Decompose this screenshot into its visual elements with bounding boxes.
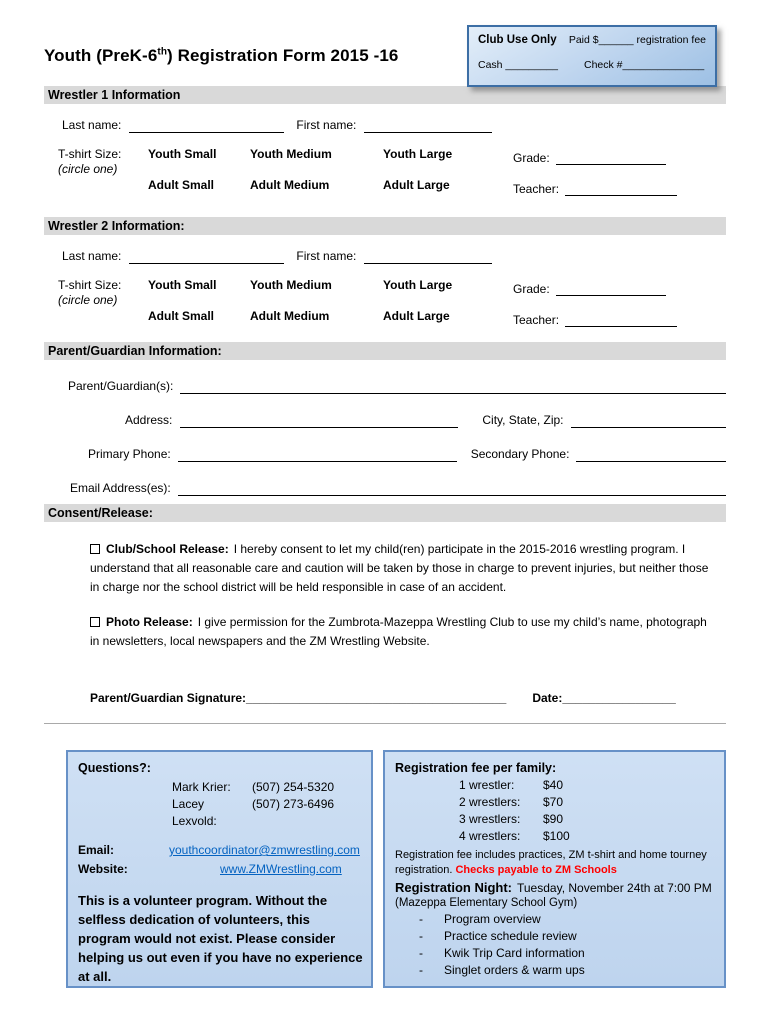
registration-fee-box xyxy=(383,750,726,988)
fee-includes-text: Registration fee includes practices, ZM t-shirt and home tourney registration. xyxy=(395,849,707,876)
tshirt-size-label: T-shirt Size: xyxy=(58,147,122,161)
guardians-label: Parent/Guardian(s): xyxy=(68,379,174,393)
website-contact-row xyxy=(78,861,363,878)
questions-title: Questions?: xyxy=(78,761,151,775)
photo-release-title: Photo Release: xyxy=(106,615,193,629)
circle-one-label: (circle one) xyxy=(58,293,118,307)
address-row xyxy=(44,410,726,428)
wrestler1-last-name-field[interactable] xyxy=(129,118,284,133)
wrestler2-adult-large-option[interactable]: Adult Large xyxy=(383,309,450,323)
fee-row xyxy=(459,777,716,794)
teacher-label: Teacher: xyxy=(513,182,560,196)
website-link[interactable]: www.ZMWrestling.com xyxy=(220,862,342,876)
fee-row xyxy=(459,828,716,845)
last-name-label: Last name: xyxy=(62,118,122,132)
wrestler1-grade-row xyxy=(508,145,726,165)
agenda-text: Kwik Trip Card information xyxy=(444,946,585,960)
photo-release-checkbox[interactable] xyxy=(90,617,100,627)
questions-box xyxy=(66,750,373,988)
circle-one-label: (circle one) xyxy=(58,162,118,176)
club-release-text: I hereby consent to let my child(ren) participate in the 2015-2016 wrestling program. I understand that all reasonable care and caution will be taken by those in charge to prevent injuries, but neither those in charge nor the school district will be held responsible in case of an accident. xyxy=(90,542,709,594)
wrestler2-youth-medium-option[interactable]: Youth Medium xyxy=(250,278,332,292)
photo-release-text: I give permission for the Zumbrota-Mazeppa Wrestling Club to use my child’s name, photograph in newsletters, local newspapers and the ZM Wrestling Website. xyxy=(90,615,707,648)
fee-label: 3 wrestlers: xyxy=(459,812,521,826)
teacher-label: Teacher: xyxy=(513,313,560,327)
secondary-phone-field[interactable] xyxy=(576,447,726,462)
wrestler2-youth-small-option[interactable]: Youth Small xyxy=(148,278,217,292)
fee-amount: $40 xyxy=(543,778,564,792)
fee-row xyxy=(459,794,716,811)
email-label: Email: xyxy=(78,843,115,857)
tshirt-size-block xyxy=(44,145,148,207)
first-name-label: First name: xyxy=(296,249,357,263)
bullet-dash: - xyxy=(419,929,423,943)
grade-label: Grade: xyxy=(513,151,550,165)
email-row xyxy=(44,478,726,496)
title-superscript: th xyxy=(157,46,168,58)
section-header-wrestler2: Wrestler 2 Information: xyxy=(44,217,726,235)
wrestler2-adult-medium-option[interactable]: Adult Medium xyxy=(250,309,330,323)
wrestler1-first-name-field[interactable] xyxy=(364,118,492,133)
photo-release-paragraph xyxy=(90,613,714,651)
primary-phone-field[interactable] xyxy=(178,447,457,462)
registration-night-location: (Mazeppa Elementary School Gym) xyxy=(395,897,578,909)
divider-line xyxy=(44,723,726,724)
wrestler1-size-grid xyxy=(44,145,726,207)
wrestler1-youth-medium-option[interactable]: Youth Medium xyxy=(250,147,332,161)
bullet-dash: - xyxy=(419,963,423,977)
agenda-item xyxy=(419,945,716,962)
paid-fee-field[interactable]: Paid $______ registration fee xyxy=(568,34,706,46)
agenda-item xyxy=(419,911,716,928)
wrestler2-size-grid xyxy=(44,276,726,338)
address-field[interactable] xyxy=(180,413,458,428)
email-addresses-field[interactable] xyxy=(178,481,726,496)
agenda-item xyxy=(419,962,716,979)
contact-row xyxy=(172,779,363,796)
grade-label: Grade: xyxy=(513,282,550,296)
wrestler1-adult-small-option[interactable]: Adult Small xyxy=(148,178,215,192)
wrestler2-last-name-field[interactable] xyxy=(129,249,284,264)
wrestler1-youth-large-option[interactable]: Youth Large xyxy=(383,147,453,161)
cash-field[interactable]: Cash _________ xyxy=(478,59,558,71)
last-name-label: Last name: xyxy=(62,249,122,263)
checks-payable-text: Checks payable to ZM Schools xyxy=(455,864,617,876)
fee-label: 2 wrestlers: xyxy=(459,795,521,809)
wrestler1-youth-small-option[interactable]: Youth Small xyxy=(148,147,217,161)
first-name-label: First name: xyxy=(296,118,357,132)
wrestler1-teacher-row xyxy=(508,176,726,196)
wrestler1-grade-field[interactable] xyxy=(556,151,666,165)
bullet-dash: - xyxy=(419,912,423,926)
fee-label: 4 wrestlers: xyxy=(459,829,521,843)
website-label: Website: xyxy=(78,862,128,876)
fee-includes-paragraph xyxy=(395,848,716,878)
club-use-only-title: Club Use Only xyxy=(478,34,557,46)
wrestler2-grade-row xyxy=(508,276,726,296)
registration-night-line xyxy=(395,880,716,896)
guardians-row xyxy=(44,376,726,394)
wrestler2-youth-large-option[interactable]: Youth Large xyxy=(383,278,453,292)
volunteer-text: This is a volunteer program. Without the selfless dedication of volunteers, this program would not exist. Please consider helping us out even if you have no experience at all. xyxy=(78,893,363,984)
club-release-paragraph xyxy=(90,540,714,597)
agenda-text: Program overview xyxy=(444,912,541,926)
wrestler2-teacher-field[interactable] xyxy=(565,313,677,327)
section-header-consent: Consent/Release: xyxy=(44,504,726,522)
club-release-checkbox[interactable] xyxy=(90,544,100,554)
contact-phone: (507) 254-5320 xyxy=(252,780,335,794)
bottom-boxes xyxy=(66,750,726,988)
title-text: Youth (PreK-6 xyxy=(44,46,158,65)
email-link[interactable]: youthcoordinator@zmwrestling.com xyxy=(169,843,360,857)
agenda-text: Singlet orders & warm ups xyxy=(444,963,585,977)
email-addresses-label: Email Address(es): xyxy=(70,481,171,495)
fee-amount: $90 xyxy=(543,812,564,826)
wrestler2-first-name-field[interactable] xyxy=(364,249,492,264)
fee-amount: $100 xyxy=(543,829,570,843)
agenda-item xyxy=(419,928,716,945)
signature-field[interactable]: Parent/Guardian Signature:_______________________________________ xyxy=(90,691,507,705)
city-state-zip-label: City, State, Zip: xyxy=(482,413,564,427)
contact-phone: (507) 273-6496 xyxy=(252,797,335,811)
phone-row xyxy=(44,444,726,462)
date-field[interactable]: Date:_________________ xyxy=(532,691,676,705)
bullet-dash: - xyxy=(419,946,423,960)
wrestler1-teacher-field[interactable] xyxy=(565,182,677,196)
signature-row xyxy=(90,691,726,705)
section-header-parent: Parent/Guardian Information: xyxy=(44,342,726,360)
fee-label: 1 wrestler: xyxy=(459,778,515,792)
fee-amount: $70 xyxy=(543,795,564,809)
wrestler1-adult-large-option[interactable]: Adult Large xyxy=(383,178,450,192)
registration-night-when: Tuesday, November 24th at 7:00 PM xyxy=(517,881,712,895)
fees-title: Registration fee per family: xyxy=(395,761,557,775)
contact-name: Mark Krier: xyxy=(172,780,231,794)
tshirt-size-block xyxy=(44,276,148,338)
wrestler1-adult-medium-option[interactable]: Adult Medium xyxy=(250,178,330,192)
check-number-field[interactable]: Check #______________ xyxy=(584,59,705,71)
contact-name: Lacey Lexvold: xyxy=(172,797,217,828)
tshirt-size-label: T-shirt Size: xyxy=(58,278,122,292)
fee-row xyxy=(459,811,716,828)
wrestler2-teacher-row xyxy=(508,307,726,327)
wrestler2-adult-small-option[interactable]: Adult Small xyxy=(148,309,215,323)
secondary-phone-label: Secondary Phone: xyxy=(470,447,570,461)
club-release-title: Club/School Release: xyxy=(106,542,229,556)
primary-phone-label: Primary Phone: xyxy=(88,447,171,461)
registration-night-title: Registration Night: xyxy=(395,880,512,895)
wrestler2-grade-field[interactable] xyxy=(556,282,666,296)
email-contact-row xyxy=(78,842,363,859)
contact-row xyxy=(172,796,363,830)
city-state-zip-field[interactable] xyxy=(571,413,727,428)
club-use-only-box xyxy=(467,25,717,87)
wrestler2-name-row xyxy=(62,249,726,264)
wrestler1-name-row xyxy=(62,118,726,133)
title-text-rest: ) Registration Form 2015 -16 xyxy=(167,46,399,65)
address-label: Address: xyxy=(125,413,173,427)
guardians-field[interactable] xyxy=(180,379,726,394)
agenda-text: Practice schedule review xyxy=(444,929,577,943)
section-header-wrestler1: Wrestler 1 Information xyxy=(44,86,726,104)
